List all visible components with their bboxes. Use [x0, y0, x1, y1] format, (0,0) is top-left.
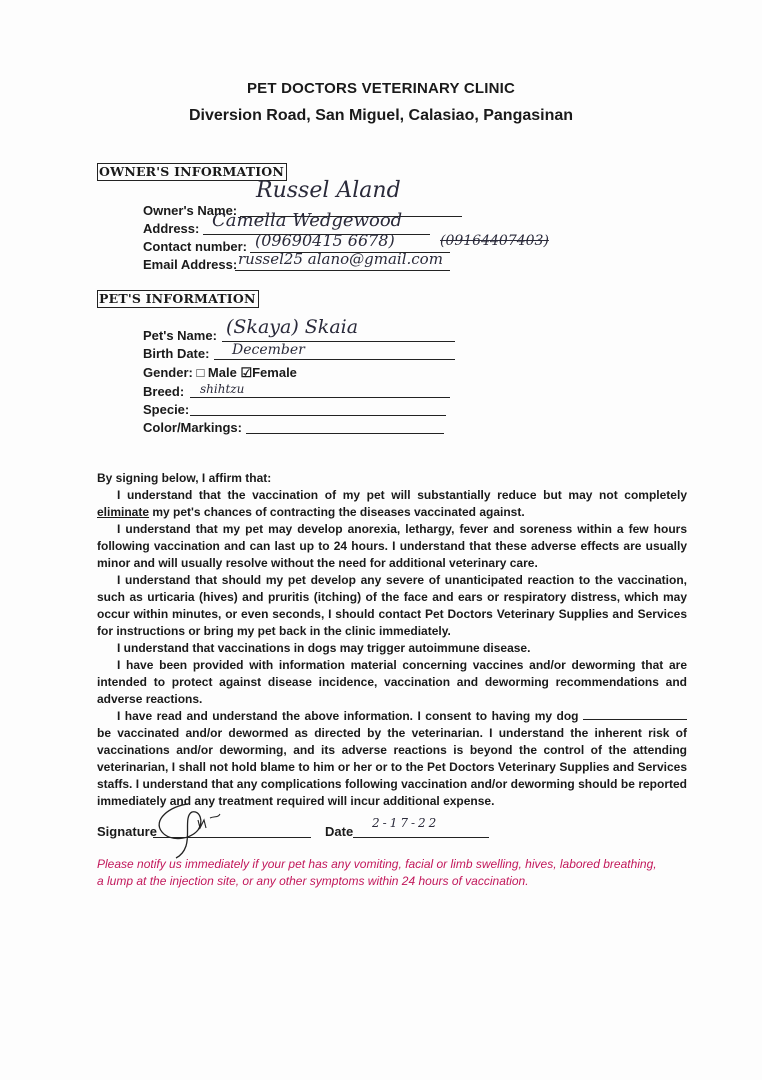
breed-line[interactable] — [190, 397, 450, 398]
date-line[interactable] — [353, 837, 489, 838]
address-value: Camella Wedgewood — [212, 210, 403, 231]
email-value: russel25 alano@gmail.com — [238, 250, 443, 268]
gender-male-checkbox[interactable]: □ Male — [196, 365, 241, 380]
consent-paragraph-2: I understand that my pet may develop anorexia, lethargy, fever and soreness within a few hours following vaccination and can last up to 24 hours. I understand that these adverse effects are usually minor and will usually resolve without the need for additional veterinary care. — [97, 522, 687, 570]
gender-female-checkbox[interactable]: ☑Female — [240, 365, 297, 380]
clinic-name: PET DOCTORS VETERINARY CLINIC — [246, 80, 516, 97]
clinic-address: Diversion Road, San Miguel, Calasiao, Pangasinan — [188, 107, 574, 124]
contact-label: Contact number: — [143, 239, 247, 254]
breed-value: shihtzu — [200, 382, 245, 396]
consent-paragraph-4: I understand that vaccinations in dogs may trigger autoimmune disease. — [117, 641, 531, 655]
color-markings-line[interactable] — [246, 433, 444, 434]
contact-value-struck: (09164407403) — [440, 233, 549, 249]
consent-intro: By signing below, I affirm that: — [97, 471, 272, 485]
color-markings-label: Color/Markings: — [143, 420, 242, 435]
pet-section-title: PET'S INFORMATION — [97, 290, 259, 308]
owner-name-value: Russel Aland — [256, 178, 401, 203]
owner-name-label: Owner's Name: — [143, 203, 238, 218]
specie-label: Specie: — [143, 402, 190, 417]
gender-row — [143, 365, 297, 381]
consent-text — [97, 470, 687, 810]
email-label: Email Address: — [143, 257, 238, 272]
pet-name-value: (Skaya) Skaia — [226, 316, 359, 338]
consent-paragraph-1: I understand that the vaccination of my pet will substantially reduce but may not completely eliminate my pet's chances of contracting the diseases vaccinated against. — [97, 488, 687, 519]
birth-date-value: December — [232, 342, 305, 358]
signature-scribble-icon — [140, 800, 250, 860]
birth-date-line[interactable] — [214, 359, 455, 360]
dog-name-blank[interactable] — [583, 709, 687, 720]
breed-label: Breed: — [143, 384, 185, 399]
gender-label: Gender: — [143, 365, 197, 380]
consent-paragraph-6: I have read and understand the above information. I consent to having my dog be vaccinated and/or dewormed as directed by the veterinarian. I understand the inherent risk of vaccinations and/or deworming, and its adverse reactions is beyond the control of the attending veterinarian, I shall not hold blame to him or her or to the Pet Doctors Veterinary Supplies and Services staffs. I understand that any complications following vaccination and/or deworming should be reported immediately and any treatment required will incur additional expense. — [97, 709, 687, 808]
owner-section-title: OWNER'S INFORMATION — [97, 163, 287, 181]
email-line[interactable] — [235, 270, 450, 271]
pet-name-label: Pet's Name: — [143, 328, 217, 343]
post-vaccination-notice: Please notify us immediately if your pet has any vomiting, facial or limb swelling, hives, labored breathing, a lump at the injection site, or any other symptoms within 24 hours of vaccination. — [97, 857, 657, 888]
birth-date-label: Birth Date: — [143, 346, 210, 361]
consent-paragraph-3: I understand that should my pet develop any severe of unanticipated reaction to the vaccination, such as urticaria (hives) and pruritis (itching) of the face and ears or respiratory distress, which may occur within minutes, or even seconds, I should contact Pet Doctors Veterinary Supplies and Services for instructions or bring my pet back in the clinic immediately. — [97, 573, 687, 638]
signature-label: Signature — [97, 824, 157, 839]
consent-paragraph-5: I have been provided with information material concerning vaccines and/or deworming that are intended to protect against disease incidence, vaccination and deworming recommendations and adverse reactions. — [97, 658, 687, 706]
date-value: 2-17-22 — [372, 816, 440, 830]
date-label: Date — [325, 824, 354, 839]
specie-line[interactable] — [190, 415, 446, 416]
contact-value: (09690415 6678) — [255, 231, 395, 250]
address-label: Address: — [143, 221, 200, 236]
